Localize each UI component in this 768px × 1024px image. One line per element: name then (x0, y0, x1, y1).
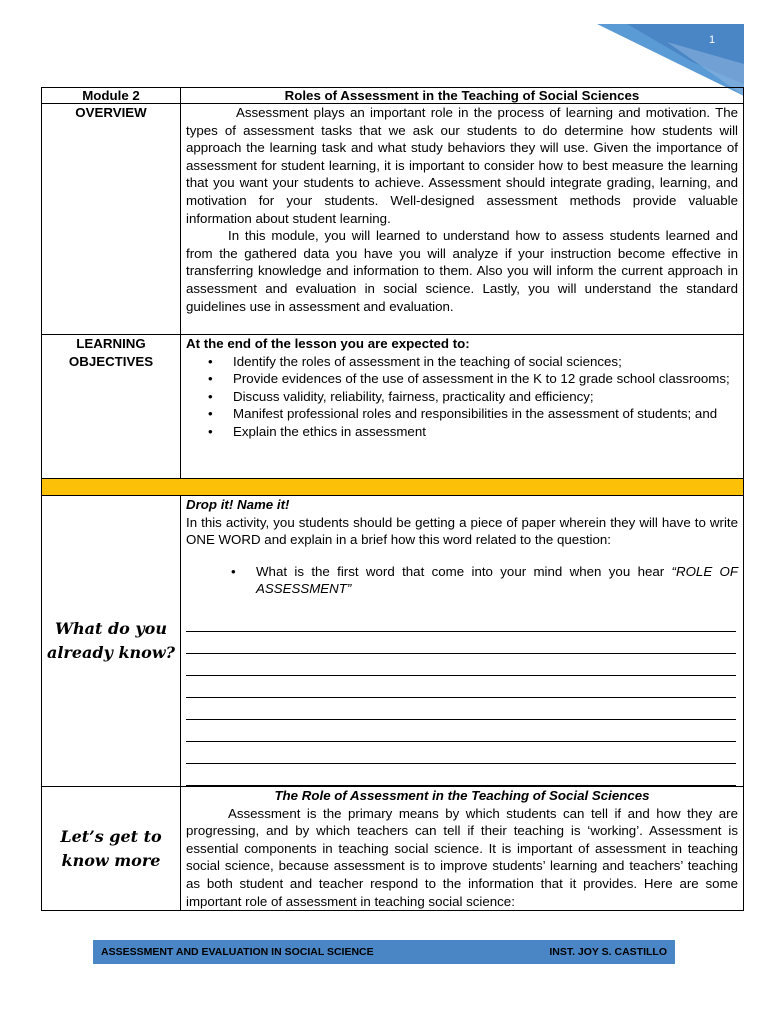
question-prefix: What is the first word that come into your mind when you hear (256, 563, 672, 579)
answer-line (186, 720, 736, 742)
know-more-title: The Role of Assessment in the Teaching of Social Sciences (274, 788, 650, 803)
overview-paragraph-1: Assessment plays an important role in the process of learning and motivation. The types of assessment tasks that we ask our students to do determine how students will approach the learning task and what study behaviors they will use. Given the importance of assessment for student learning, it is important to consider how to best measure the learning that you want your students to achieve. Assessment should integrate grading, learning, and motivation for your students. Well-designed assessment methods provide valuable information about student learning. (186, 105, 738, 226)
module-title: Roles of Assessment in the Teaching of Social Sciences (181, 88, 744, 104)
question-term: “ROLE OF ASSESSMENT” (256, 563, 738, 597)
objectives-content (181, 335, 744, 479)
objectives-row (42, 335, 744, 479)
answer-line (186, 764, 736, 786)
answer-line (186, 742, 736, 764)
know-more-content (181, 787, 744, 911)
footer-instructor: INST. JOY S. CASTILLO (549, 946, 667, 958)
module-table (41, 87, 744, 911)
header-row (42, 88, 744, 104)
overview-label: OVERVIEW (42, 104, 181, 335)
know-more-row (42, 787, 744, 911)
answer-line (186, 654, 736, 676)
activity-title: Drop it! Name it! (186, 497, 290, 512)
know-more-body: Assessment is the primary means by which students can tell if and how they are progressing, and by which teachers can tell if their teaching is ‘working’. Assessment is essential components in teaching social science. It is important of assessment in teaching social science, because assessment is to improve students’ learning and teachers’ teaching as both student and teacher respond to the information that it provides. Here are some important role of assessment in teaching social science: (186, 805, 738, 909)
objective-item: • Manifest professional roles and responsibilities in the assessment of students; and (208, 405, 738, 423)
objectives-label (42, 335, 181, 479)
answer-line (186, 676, 736, 698)
activity-label-line-2: already know? (46, 643, 175, 662)
objective-item: • Discuss validity, reliability, fairness, practicality and efficiency; (208, 388, 738, 406)
page-number: 1 (709, 34, 716, 46)
overview-content (181, 104, 744, 335)
footer-course: ASSESSMENT AND EVALUATION IN SOCIAL SCIENCE (101, 946, 374, 958)
objectives-label-line-1: LEARNING (76, 336, 146, 351)
answer-line (186, 610, 736, 632)
objectives-label-line-2: OBJECTIVES (68, 353, 154, 369)
activity-label (42, 496, 181, 787)
activity-content (181, 496, 744, 787)
activity-row (42, 496, 744, 787)
answer-lines (186, 610, 738, 786)
objectives-intro: At the end of the lesson you are expected to: (186, 336, 470, 351)
corner-decoration (597, 24, 744, 96)
activity-label-line-1: What do you (55, 619, 167, 638)
answer-line (186, 632, 736, 654)
know-more-label-line-1: Let’s get to (60, 826, 162, 846)
answer-line (186, 698, 736, 720)
objective-item: • Provide evidences of the use of assessment in the K to 12 grade school classrooms; (208, 370, 738, 388)
activity-question (186, 563, 738, 598)
objective-item: • Explain the ethics in assessment (208, 423, 738, 441)
highlight-band (42, 479, 744, 496)
overview-paragraph-2: In this module, you will learned to understand how to assess students learned and from the gathered data you have you will analyze if your instruction become effective in transferring knowledge and information to them. Also you will inform the current approach in assessment and evaluation in social science. Lastly, you will understand the standard guidelines use in assessment and evaluation. (186, 228, 738, 314)
know-more-label (42, 787, 181, 911)
objectives-list (186, 353, 738, 441)
objective-item: • Identify the roles of assessment in the teaching of social sciences; (208, 353, 738, 371)
footer-bar (93, 940, 675, 964)
module-label: Module 2 (42, 88, 181, 104)
know-more-label-line-2: know more (61, 850, 161, 870)
activity-instructions: In this activity, you students should be getting a piece of paper wherein they will have to write ONE WORD and explain in a brief how this word related to the question: (186, 514, 738, 548)
overview-row (42, 104, 744, 335)
